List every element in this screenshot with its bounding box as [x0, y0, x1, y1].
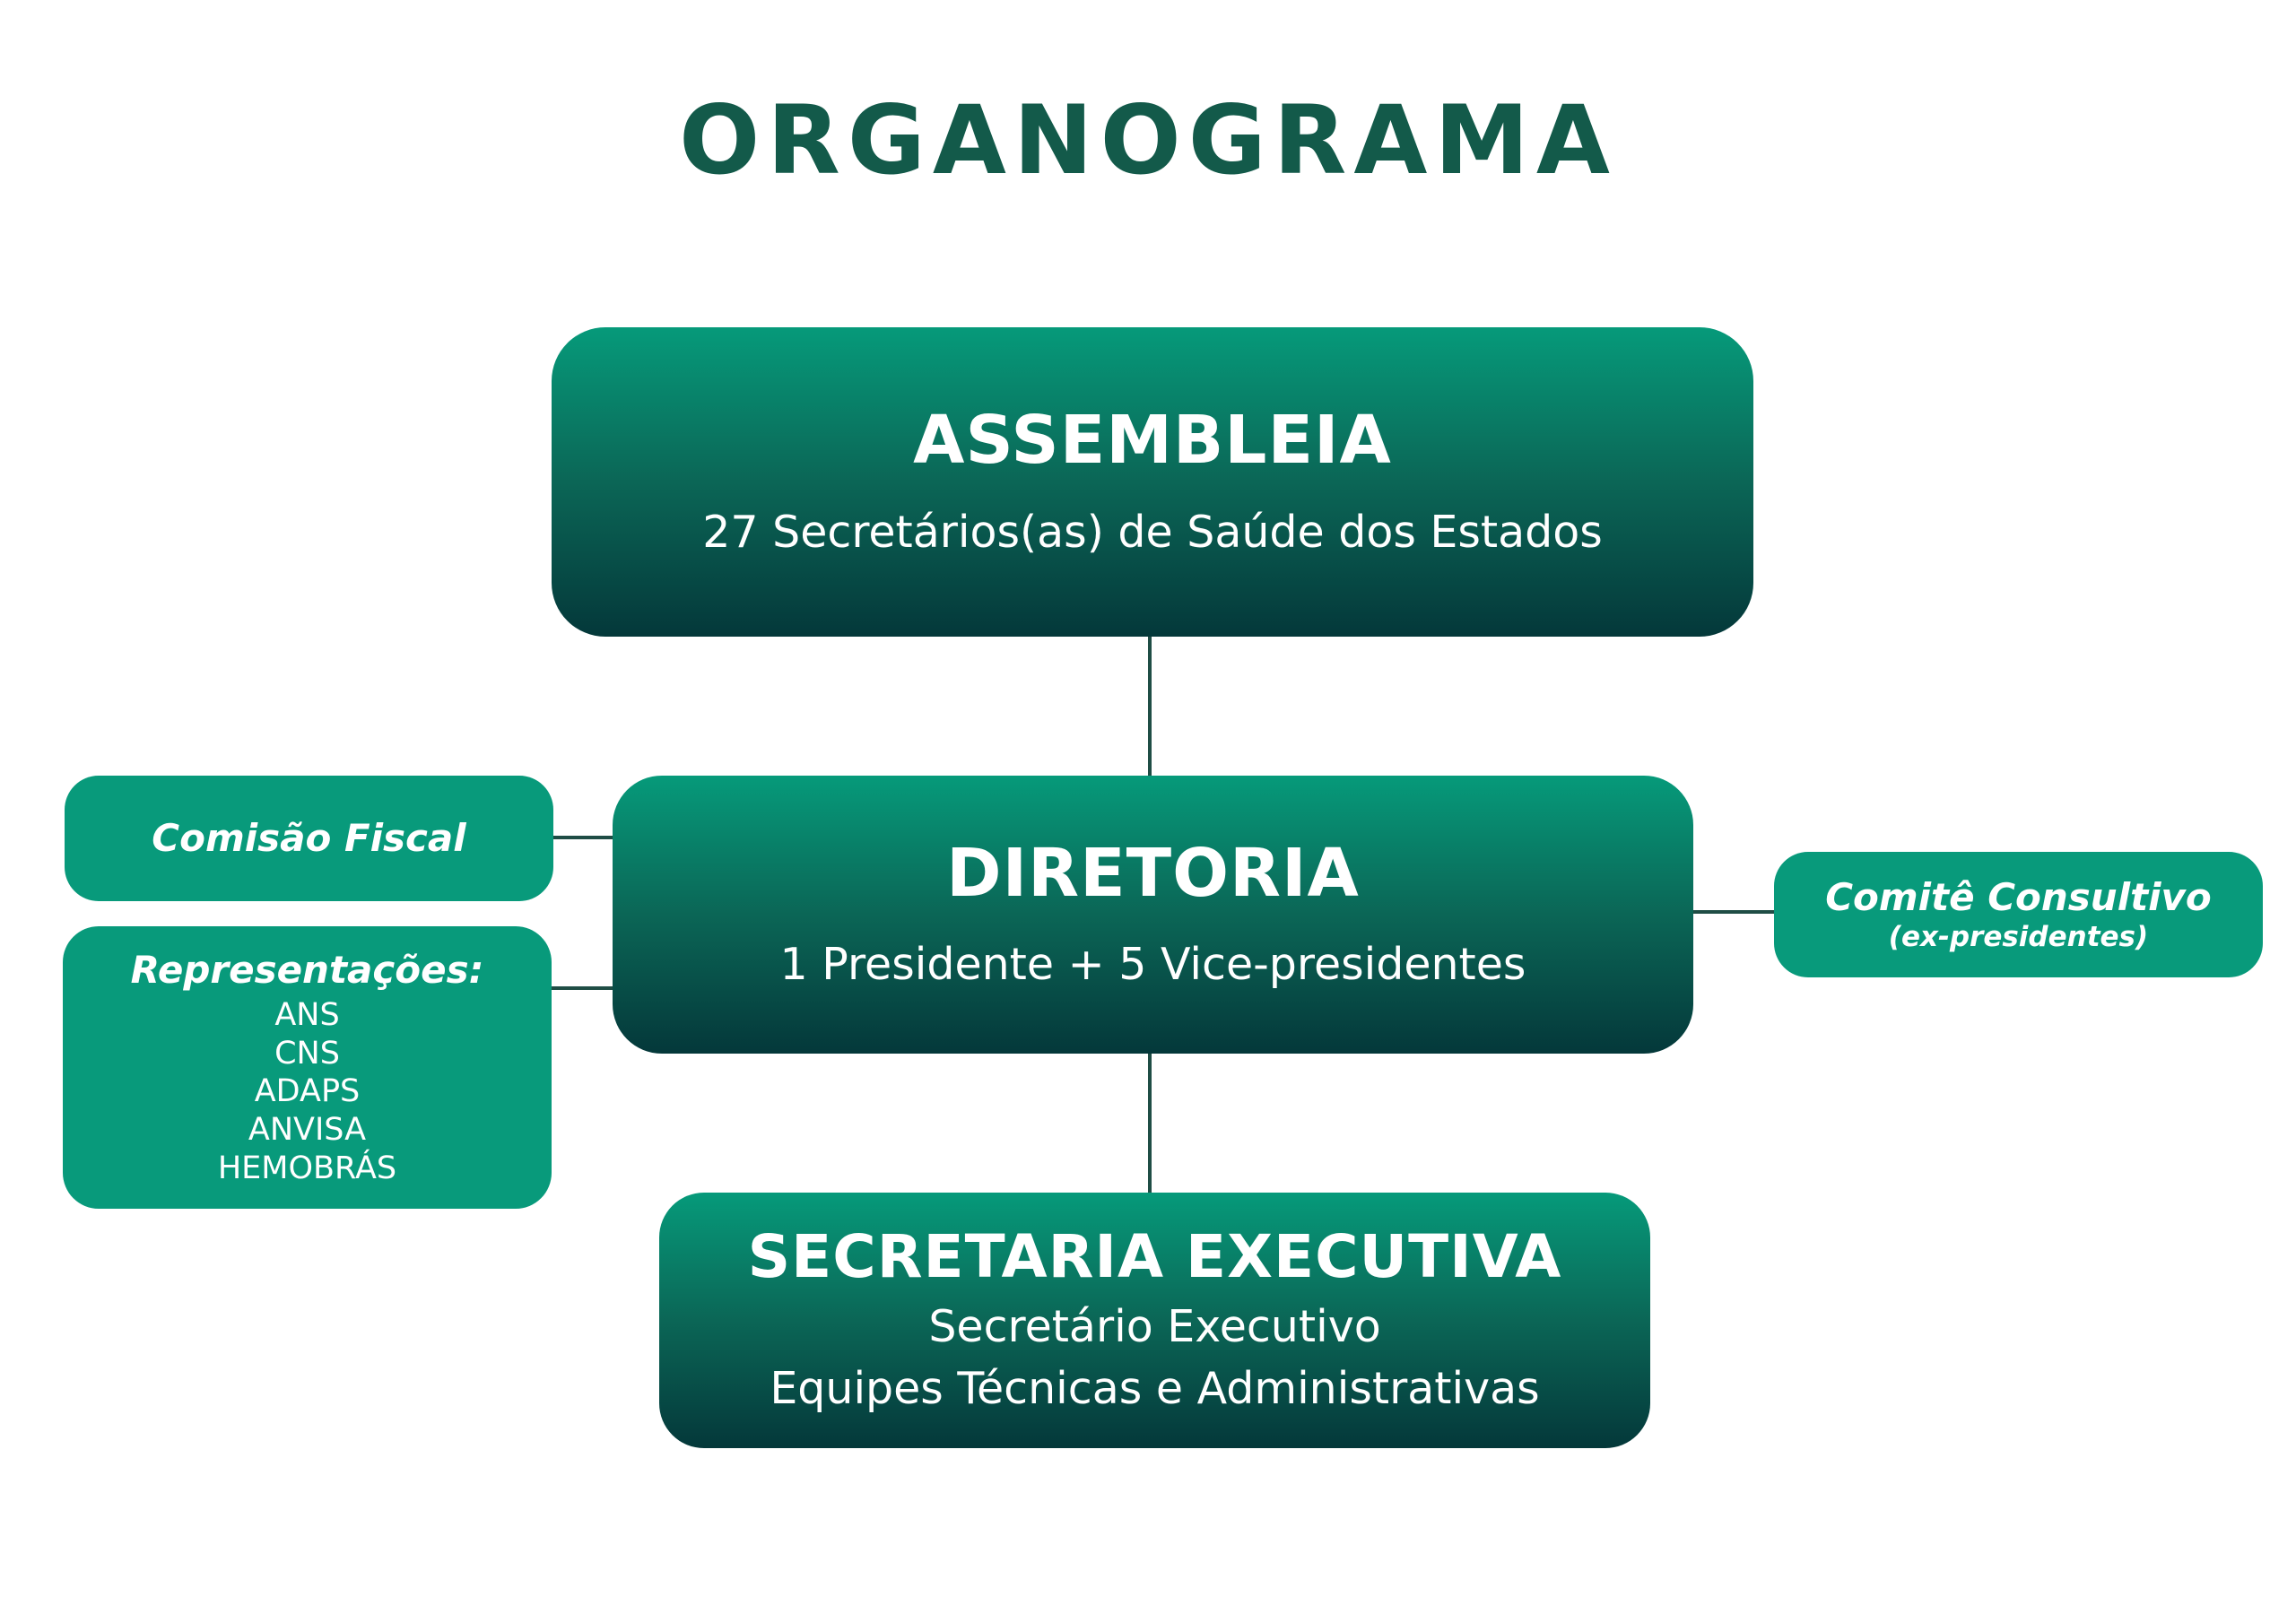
- secretaria-line: Secretário Executivo: [928, 1300, 1381, 1352]
- comite-consultivo-note: (ex-presidentes): [1888, 920, 2149, 953]
- representacoes-node: [63, 926, 552, 1209]
- representacoes-heading: Representações:: [130, 947, 484, 992]
- comissao-fiscal-node: [65, 776, 553, 901]
- connector-diretoria-secretaria: [1148, 1054, 1152, 1193]
- connector-representacoes-diretoria: [552, 986, 613, 990]
- representacao-item: CNS: [274, 1035, 340, 1072]
- secretaria-executiva-node: [659, 1193, 1650, 1448]
- secretaria-heading: SECRETARIA EXECUTIVA: [747, 1221, 1562, 1291]
- page-title: ORGANOGRAMA: [679, 85, 1617, 195]
- diretoria-subtitle: 1 Presidente + 5 Vice-presidentes: [779, 939, 1526, 991]
- connector-assembleia-diretoria: [1148, 637, 1152, 776]
- connector-comissao-diretoria: [553, 836, 613, 839]
- comissao-fiscal-label: Comisão Fiscal: [152, 815, 466, 860]
- representacao-item: HEMOBRÁS: [217, 1150, 397, 1186]
- assembleia-subtitle: 27 Secretários(as) de Saúde dos Estados: [702, 506, 1603, 558]
- secretaria-line: Equipes Técnicas e Administrativas: [770, 1362, 1540, 1414]
- assembleia-heading: ASSEMBLEIA: [913, 402, 1392, 480]
- assembleia-node: [552, 327, 1753, 637]
- representacao-item: ADAPS: [254, 1073, 361, 1110]
- diretoria-heading: DIRETORIA: [946, 834, 1360, 912]
- diretoria-node: [613, 776, 1693, 1054]
- connector-diretoria-comite: [1693, 910, 1774, 914]
- comite-consultivo-node: [1774, 852, 2263, 977]
- representacao-item: ANS: [274, 996, 340, 1033]
- comite-consultivo-label: Comitê Consultivo: [1825, 875, 2212, 920]
- representacao-item: ANVISA: [248, 1112, 367, 1149]
